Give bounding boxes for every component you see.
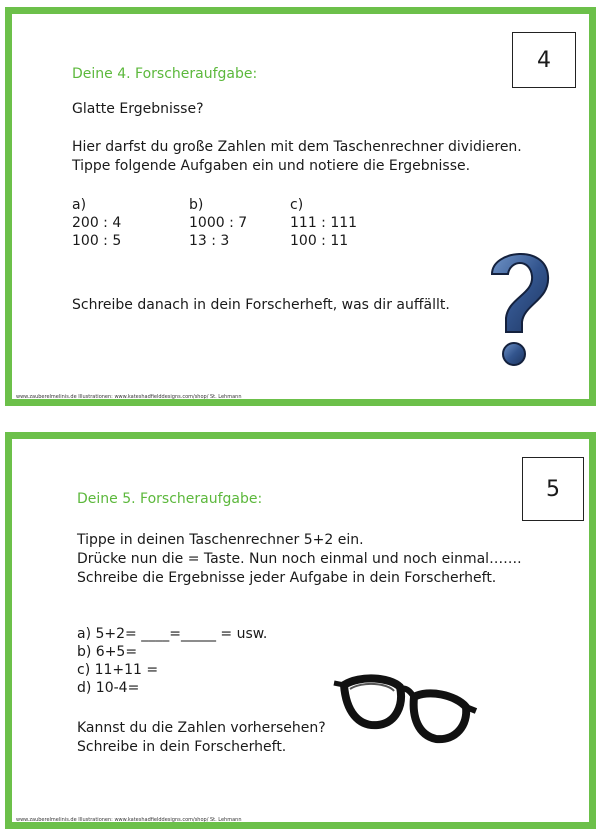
column-a	[72, 196, 121, 250]
instruction-line-1: Tippe in deinen Taschenrechner 5+2 ein.	[77, 532, 364, 548]
closing-line-2: Schreibe in dein Forscherheft.	[77, 739, 287, 755]
card-footer: www.zauberelmelinis.de Illustrationen: www.kateshadfielddesigns.com/shop/ St. Lehmann	[16, 817, 242, 823]
card-footer: www.zauberelmelinis.de Illustrationen: www.kateshadfielddesigns.com/shop/ St. Lehmann	[16, 394, 242, 400]
question-mark-icon	[484, 242, 554, 372]
column-label: a)	[72, 197, 87, 213]
task-line: 200 : 4	[72, 215, 122, 231]
card-heading: Deine 4. Forscheraufgabe:	[72, 66, 258, 82]
task-line: b) 6+5=	[77, 644, 138, 660]
task-line: c) 11+11 =	[77, 662, 159, 678]
task-line: 13 : 3	[189, 233, 230, 249]
column-c	[290, 196, 357, 250]
instruction-line-2: Drücke nun die = Taste. Nun noch einmal und noch einmal…….	[77, 551, 522, 567]
column-label: b)	[189, 197, 204, 213]
card-heading: Deine 5. Forscheraufgabe:	[77, 491, 263, 507]
card-number-box: 4	[512, 32, 576, 88]
closing-line-1: Kannst du die Zahlen vorhersehen?	[77, 720, 326, 736]
task-line: 111 : 111	[290, 215, 358, 231]
intro-line-1: Hier darfst du große Zahlen mit dem Taschenrechner dividieren.	[72, 139, 522, 155]
card-number-box: 5	[522, 457, 584, 521]
glasses-icon	[330, 671, 480, 751]
card-question: Glatte Ergebnisse?	[72, 101, 204, 117]
task-line: 100 : 5	[72, 233, 122, 249]
task-line: 100 : 11	[290, 233, 349, 249]
task-card-5	[5, 432, 596, 829]
task-card-4	[5, 7, 596, 406]
task-line: d) 10-4=	[77, 680, 140, 696]
intro-line-2: Tippe folgende Aufgaben ein und notiere die Ergebnisse.	[72, 158, 471, 174]
task-line: 1000 : 7	[189, 215, 248, 231]
instruction-line-3: Schreibe die Ergebnisse jeder Aufgabe in dein Forscherheft.	[77, 570, 497, 586]
column-label: c)	[290, 197, 304, 213]
task-line: a) 5+2= ____=_____ = usw.	[77, 626, 268, 642]
column-b	[189, 196, 247, 250]
task-list	[77, 625, 267, 697]
closing-text: Schreibe danach in dein Forscherheft, was dir auffällt.	[72, 297, 450, 313]
